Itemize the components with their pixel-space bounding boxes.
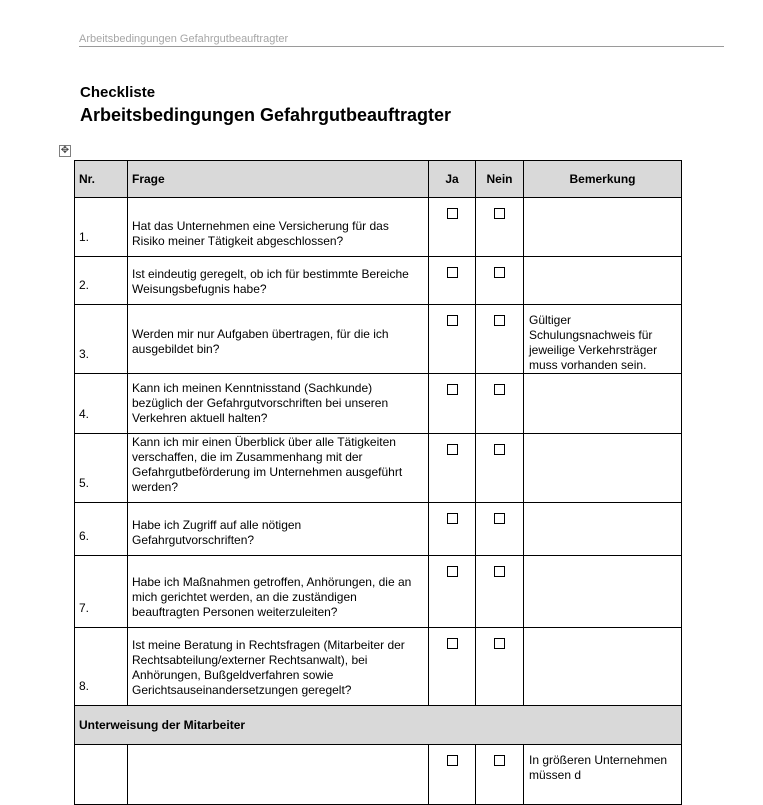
section-title: Unterweisung der Mitarbeiter — [75, 706, 682, 745]
ja-checkbox[interactable] — [447, 755, 458, 766]
question-text: Ist eindeutig geregelt, ob ich für bestimmte Bereiche Weisungsbefugnis habe? — [128, 257, 429, 305]
row-number — [75, 745, 128, 805]
table-row — [75, 556, 682, 628]
question-text — [128, 745, 429, 805]
document-title: Arbeitsbedingungen Gefahrgutbeauftragter — [80, 105, 452, 125]
question-text: Hat das Unternehmen eine Versicherung für das Risiko meiner Tätigkeit abgeschlossen? — [128, 198, 429, 257]
row-number: 6. — [75, 503, 128, 556]
nein-checkbox[interactable] — [494, 315, 505, 326]
nein-checkbox[interactable] — [494, 755, 505, 766]
column-header-frage: Frage — [128, 161, 429, 198]
question-text: Habe ich Maßnahmen getroffen, Anhörungen, die an mich gerichtet werden, an die zuständigen beauftragten Personen weiterzuleiten? — [128, 556, 429, 628]
question-text: Werden mir nur Aufgaben übertragen, für die ich ausgebildet bin? — [128, 305, 429, 374]
ja-checkbox[interactable] — [447, 566, 458, 577]
ja-checkbox[interactable] — [447, 513, 458, 524]
question-text: Kann ich meinen Kenntnisstand (Sachkunde) bezüglich der Gefahrgutvorschriften bei unseren Verkehren aktuell halten? — [128, 374, 429, 434]
column-header-nr: Nr. — [75, 161, 128, 198]
column-header-nein: Nein — [476, 161, 524, 198]
remark-cell[interactable]: In größeren Unternehmen müssen d — [524, 745, 682, 805]
ja-checkbox[interactable] — [447, 444, 458, 455]
nein-checkbox[interactable] — [494, 638, 505, 649]
remark-cell[interactable] — [524, 556, 682, 628]
table-row — [75, 305, 682, 374]
remark-cell[interactable] — [524, 503, 682, 556]
checklist-table — [74, 160, 682, 805]
question-text: Habe ich Zugriff auf alle nötigen Gefahrgutvorschriften? — [128, 503, 429, 556]
row-number: 1. — [75, 198, 128, 257]
ja-checkbox[interactable] — [447, 638, 458, 649]
nein-checkbox[interactable] — [494, 566, 505, 577]
table-row — [75, 745, 682, 805]
question-text: Kann ich mir einen Überblick über alle Tätigkeiten verschaffen, die im Zusammenhang mit der Gefahrgutbeförderung im Unternehmen ausgeführt werden? — [128, 434, 429, 503]
nein-checkbox[interactable] — [494, 208, 505, 219]
table-move-handle-icon[interactable]: ✥ — [60, 145, 70, 156]
table-row — [75, 198, 682, 257]
remark-cell[interactable] — [524, 374, 682, 434]
nein-checkbox[interactable] — [494, 513, 505, 524]
row-number: 3. — [75, 305, 128, 374]
ja-checkbox[interactable] — [447, 315, 458, 326]
row-number: 8. — [75, 628, 128, 706]
section-row — [75, 706, 682, 745]
ja-checkbox[interactable] — [447, 208, 458, 219]
ja-checkbox[interactable] — [447, 267, 458, 278]
remark-cell[interactable]: Gültiger Schulungsnachweis für jeweilige Verkehrsträger muss vorhanden sein. — [524, 305, 682, 374]
row-number: 5. — [75, 434, 128, 503]
column-header-ja: Ja — [429, 161, 476, 198]
nein-checkbox[interactable] — [494, 384, 505, 395]
table-row — [75, 257, 682, 305]
table-header-row — [75, 161, 682, 198]
remark-cell[interactable] — [524, 198, 682, 257]
question-text: Ist meine Beratung in Rechtsfragen (Mitarbeiter der Rechtsabteilung/externer Rechtsanwalt), bei Anhörungen, Bußgeldverfahren sowie Gerichtsauseinandersetzungen geregelt? — [128, 628, 429, 706]
running-header: Arbeitsbedingungen Gefahrgutbeauftragter — [79, 33, 724, 47]
remark-cell[interactable] — [524, 628, 682, 706]
table-row — [75, 434, 682, 503]
table-row — [75, 628, 682, 706]
nein-checkbox[interactable] — [494, 444, 505, 455]
document-label: Checkliste — [80, 84, 156, 101]
row-number: 7. — [75, 556, 128, 628]
remark-cell[interactable] — [524, 434, 682, 503]
row-number: 2. — [75, 257, 128, 305]
nein-checkbox[interactable] — [494, 267, 505, 278]
row-number: 4. — [75, 374, 128, 434]
table-row — [75, 374, 682, 434]
table-row — [75, 503, 682, 556]
ja-checkbox[interactable] — [447, 384, 458, 395]
remark-cell[interactable] — [524, 257, 682, 305]
column-header-bemerkung: Bemerkung — [524, 161, 682, 198]
